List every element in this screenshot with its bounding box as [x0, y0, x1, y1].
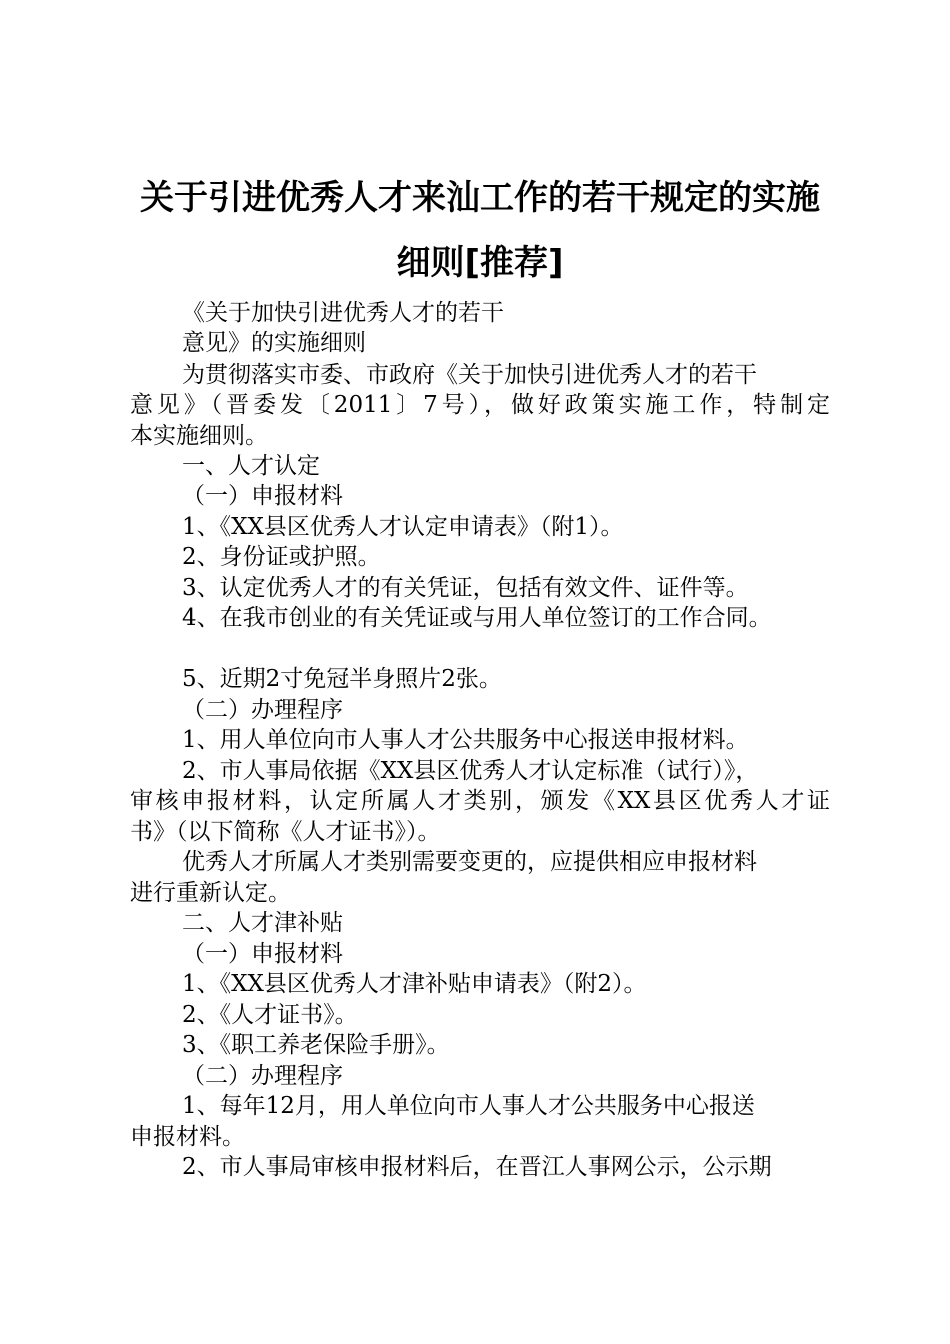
- section-heading: 一、人才认定: [182, 453, 320, 479]
- text-line: 《关于加快引进优秀人才的若干: [182, 300, 504, 326]
- list-item: 1、《XX县区优秀人才认定申请表》（附1）。: [182, 514, 624, 540]
- list-item: 1、《XX县区优秀人才津补贴申请表》（附2）。: [182, 971, 647, 997]
- list-item: 5、近期2寸免冠半身照片2张。: [182, 666, 502, 692]
- text-line: 审核申报材料，认定所属人才类别，颁发《XX县区优秀人才证: [130, 788, 830, 814]
- text-line: 书》（以下简称《人才证书》）。: [130, 819, 441, 845]
- list-item: 2、市人事局依据《XX县区优秀人才认定标准（试行）》，: [182, 758, 759, 784]
- text-line: 本实施细则。: [130, 423, 268, 449]
- text-line: 进行重新认定。: [130, 880, 291, 906]
- subsection-heading: （一）申报材料: [182, 483, 343, 509]
- text-line: 意见》的实施细则: [182, 330, 366, 356]
- section-heading: 二、人才津补贴: [182, 910, 343, 936]
- list-item: 1、每年12月，用人单位向市人事人才公共服务中心报送: [182, 1093, 755, 1119]
- list-item: 3、认定优秀人才的有关凭证，包括有效文件、证件等。: [182, 575, 749, 601]
- document-title-line-1: 关于引进优秀人才来汕工作的若干规定的实施: [140, 178, 820, 218]
- subsection-heading: （二）办理程序: [182, 1063, 343, 1089]
- text-line: 优秀人才所属人才类别需要变更的，应提供相应申报材料: [182, 849, 757, 875]
- document-title-line-2: 细则[推荐]: [396, 243, 564, 283]
- list-item: 4、在我市创业的有关凭证或与用人单位签订的工作合同。: [182, 605, 772, 631]
- list-item: 2、《人才证书》。: [182, 1002, 358, 1028]
- text-line: 申报材料。: [130, 1124, 245, 1150]
- list-item: 1、用人单位向市人事人才公共服务中心报送申报材料。: [182, 727, 749, 753]
- list-item: 2、身份证或护照。: [182, 544, 381, 570]
- list-item: 3、《职工养老保险手册》。: [182, 1032, 450, 1058]
- text-line: 为贯彻落实市委、市政府《关于加快引进优秀人才的若干: [182, 362, 757, 388]
- subsection-heading: （一）申报材料: [182, 941, 343, 967]
- text-line: 意见》（晋委发〔2011〕7号），做好政策实施工作，特制定: [130, 392, 830, 418]
- list-item: 2、市人事局审核申报材料后，在晋江人事网公示，公示期: [182, 1154, 772, 1180]
- subsection-heading: （二）办理程序: [182, 697, 343, 723]
